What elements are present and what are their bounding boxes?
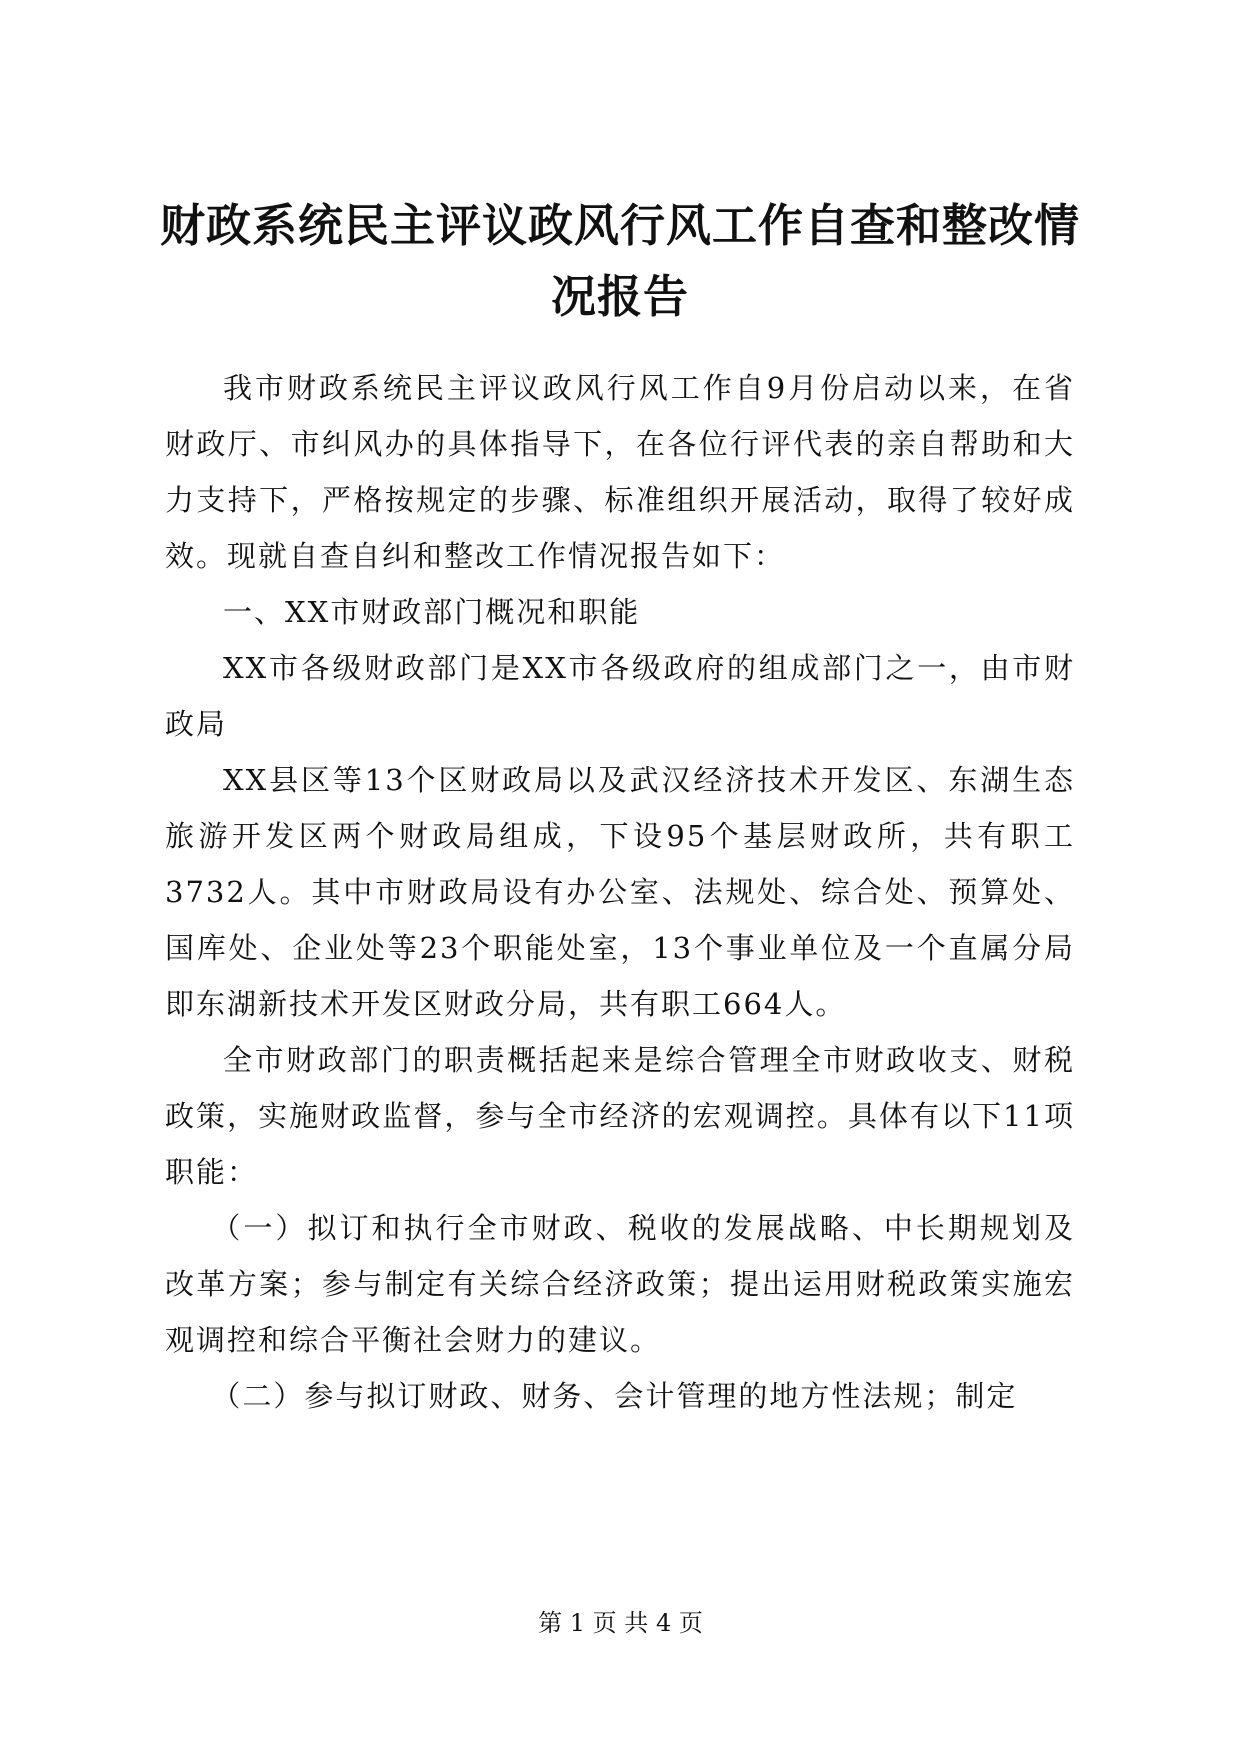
paragraph-intro: 我市财政系统民主评议政风行风工作自9月份启动以来，在省财政厅、市纠风办的具体指导下，在各位行评代表的亲自帮助和大力支持下，严格按规定的步骤、标准组织开展活动，取得了较好成效。现就自查自纠和整改工作情况报告如下：	[165, 371, 1075, 573]
list-item-2: （二）参与拟订财政、财务、会计管理的地方性法规；制定	[211, 1379, 1018, 1413]
page-footer: 第 1 页 共 4 页	[538, 1609, 703, 1637]
paragraph-duties: 全市财政部门的职责概括起来是综合管理全市财政收支、财税政策，实施财政监督，参与全市经济的宏观调控。具体有以下11项职能：	[165, 1043, 1075, 1189]
document-body	[165, 360, 1075, 1424]
document-title: 财政系统民主评议政风行风工作自查和整改情况报告	[159, 199, 1080, 323]
paragraph-structure: XX县区等13个区财政局以及武汉经济技术开发区、东湖生态旅游开发区两个财政局组成，下设95个基层财政所，共有职工3732人。其中市财政局设有办公室、法规处、综合处、预算处、国库处、企业处等23个职能处室，13个事业单位及一个直属分局即东湖新技术开发区财政分局，共有职工664人。	[165, 763, 1075, 1021]
list-item-1: （一）拟订和执行全市财政、税收的发展战略、中长期规划及改革方案；参与制定有关综合经济政策；提出运用财税政策实施宏观调控和综合平衡社会财力的建议。	[165, 1211, 1075, 1357]
paragraph-overview: XX市各级财政部门是XX市各级政府的组成部门之一，由市财政局	[165, 651, 1075, 741]
section-heading-1: 一、XX市财政部门概况和职能	[223, 595, 641, 629]
